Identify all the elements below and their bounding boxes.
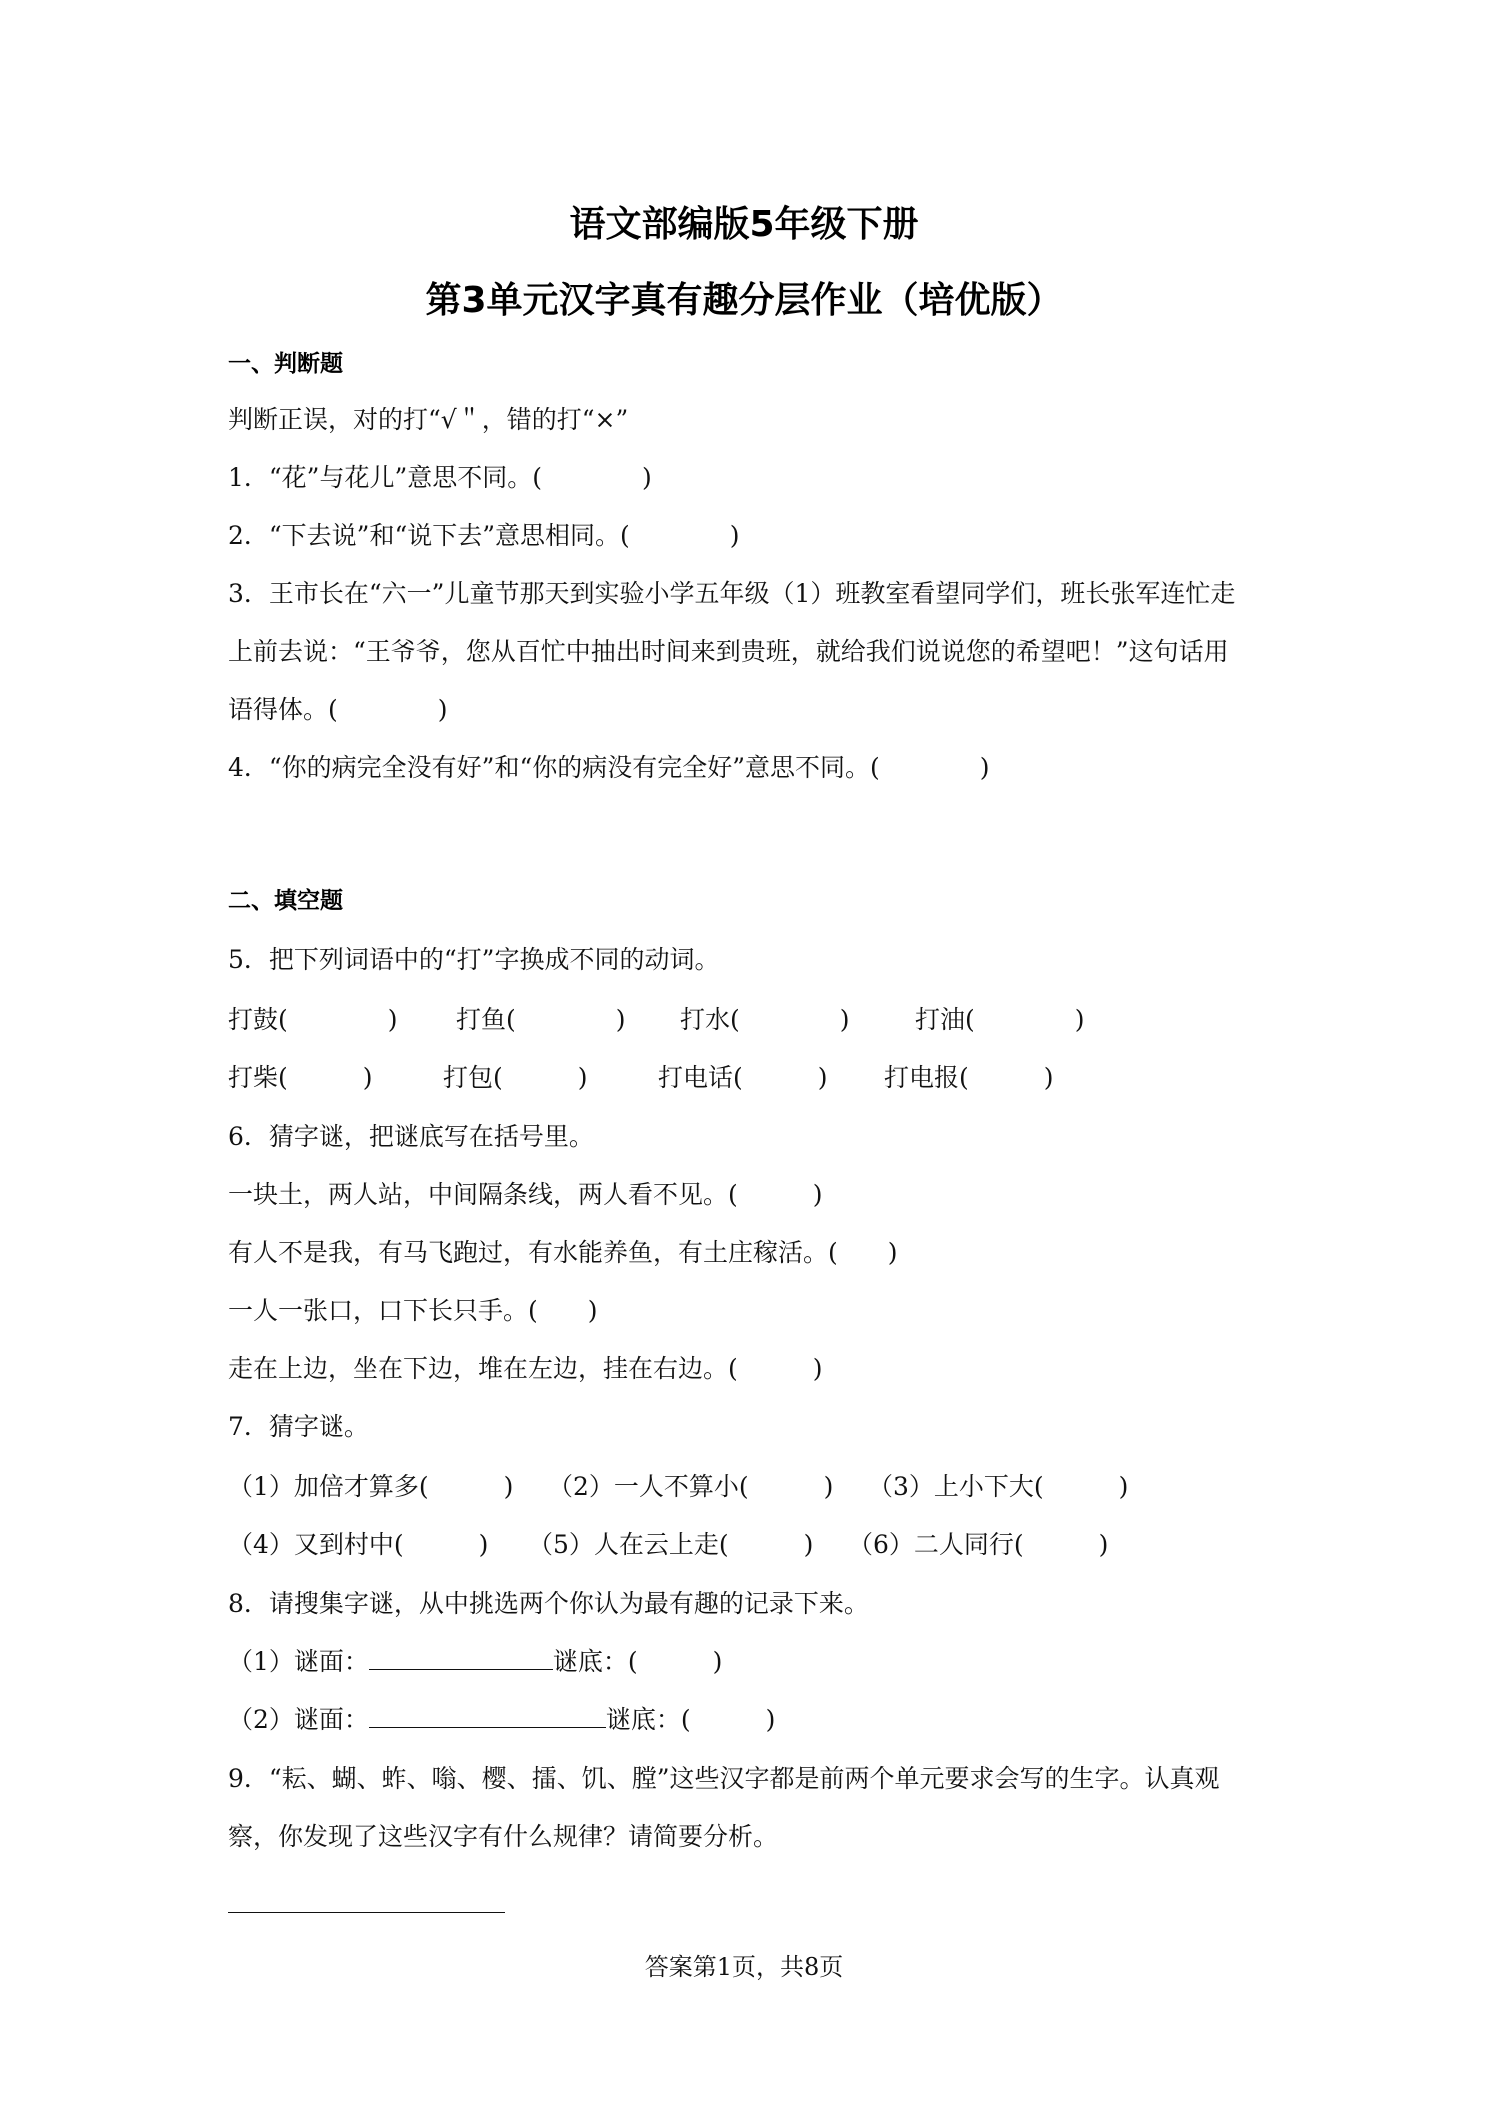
q5-item-2: 打鱼( )	[456, 1005, 626, 1034]
q7-item-4: （4）又到村中( )	[228, 1530, 489, 1559]
title-line-2: 第3单元汉字真有趣分层作业（培优版）	[425, 280, 1063, 321]
title-line-1: 语文部编版5年级下册	[569, 204, 919, 245]
q6-riddle-3: 一人一张口，口下长只手。( )	[228, 1296, 598, 1325]
q5-item-3: 打水( )	[680, 1005, 850, 1034]
q6-riddle-1: 一块土，两人站，中间隔条线，两人看不见。( )	[228, 1180, 823, 1209]
q5-item-6: 打包( )	[443, 1063, 588, 1092]
section1-instruction: 判断正误，对的打“√＂，错的打“×”	[228, 405, 629, 434]
q5-item-1: 打鼓( )	[228, 1005, 398, 1034]
q8-item-1-label: （1）谜面：	[228, 1647, 369, 1676]
q5-item-5: 打柴( )	[228, 1063, 373, 1092]
question-8: 8．请搜集字谜，从中挑选两个你认为最有趣的记录下来。	[228, 1589, 869, 1618]
section2-heading: 二、填空题	[228, 888, 343, 914]
question-2: 2．“下去说”和“说下去”意思相同。( )	[228, 521, 740, 550]
q5-item-7: 打电话( )	[658, 1063, 828, 1092]
page-footer: 答案第1页，共8页	[644, 1953, 844, 1981]
section1-heading: 一、判断题	[228, 351, 343, 377]
q7-item-1: （1）加倍才算多( )	[228, 1472, 514, 1501]
q7-item-3: （3）上小下大( )	[868, 1472, 1129, 1501]
q8-item-2-blank[interactable]	[369, 1705, 606, 1728]
question-3-line-2: 上前去说：“王爷爷，您从百忙中抽出时间来到贵班，就给我们说说您的希望吧！”这句话用	[228, 637, 1229, 666]
q7-item-6: （6）二人同行( )	[848, 1530, 1109, 1559]
q8-item-1-blank[interactable]	[369, 1647, 553, 1670]
q5-item-4: 打油( )	[915, 1005, 1085, 1034]
q6-riddle-4: 走在上边，坐在下边，堆在左边，挂在右边。( )	[228, 1354, 823, 1383]
q8-item-2-label: （2）谜面：	[228, 1705, 369, 1734]
question-1: 1．“花”与花儿”意思不同。( )	[228, 463, 652, 492]
question-6: 6．猜字谜，把谜底写在括号里。	[228, 1122, 594, 1151]
question-9-line-1: 9．“耘、蝴、蚱、嗡、樱、擂、饥、膛”这些汉字都是前两个单元要求会写的生字。认真观	[228, 1764, 1220, 1793]
question-3-line-3: 语得体。( )	[228, 695, 448, 724]
q5-item-8: 打电报( )	[884, 1063, 1054, 1092]
q8-item-2-answer: 谜底：( )	[605, 1705, 776, 1734]
question-9-line-2: 察，你发现了这些汉字有什么规律？请简要分析。	[228, 1822, 779, 1851]
question-7: 7．猜字谜。	[228, 1412, 369, 1441]
q8-item-2	[228, 1700, 775, 1736]
question-5: 5．把下列词语中的“打”字换成不同的动词。	[228, 945, 720, 974]
q6-riddle-2: 有人不是我，有马飞跑过，有水能养鱼，有土庄稼活。( )	[228, 1238, 898, 1267]
q8-item-1	[228, 1642, 722, 1678]
q7-item-5: （5）人在云上走( )	[528, 1530, 814, 1559]
q8-item-1-answer: 谜底：( )	[552, 1647, 723, 1676]
question-4: 4．“你的病完全没有好”和“你的病没有完全好”意思不同。( )	[228, 753, 990, 782]
q7-item-2: （2）一人不算小( )	[548, 1472, 834, 1501]
q9-answer-line[interactable]	[228, 1912, 505, 1913]
question-3-line-1: 3．王市长在“六一”儿童节那天到实验小学五年级（1）班教室看望同学们，班长张军连忙走	[228, 579, 1236, 608]
